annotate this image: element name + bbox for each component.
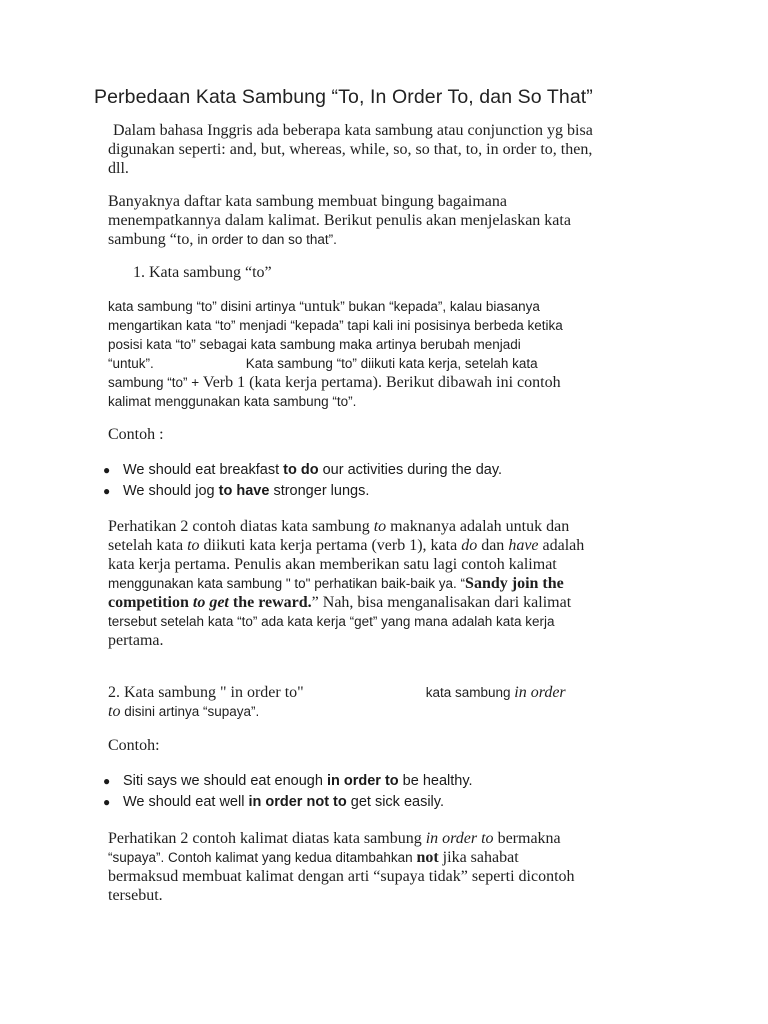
paragraph-5 [108, 829, 668, 905]
paragraph-4 [108, 517, 668, 650]
para5-line-1: Perhatikan 2 contoh kalimat diatas kata sambung in order to bermakna [108, 830, 561, 847]
intro-paragraph [108, 121, 668, 178]
paragraph-2 [108, 192, 668, 249]
bullet-icon: ● [103, 484, 111, 498]
para3-line-1: kata sambung “to” disini artinya “untuk” bukan “kepada”, kalau biasanya [108, 298, 540, 315]
example-label-2: Contoh: [108, 737, 160, 754]
para3-line-2: mengartikan kata “to” menjadi “kepada” tapi kali ini posisinya berbeda ketika [108, 318, 563, 333]
para4-line-5: competition to get the reward.” Nah, bisa menganalisakan dari kalimat [108, 594, 572, 611]
para2-line-3: sambung “to, in order to dan so that”. [108, 231, 337, 248]
para4-line-4: menggunakan kata sambung " to" perhatikan baik-baik ya. “Sandy join the [108, 575, 564, 592]
bullet-icon: ● [103, 463, 111, 477]
para4-line-3: kata kerja pertama. Penulis akan memberikan satu lagi contoh kalimat [108, 556, 557, 573]
para4-line-6: tersebut setelah kata “to” ada kata kerja “get” yang mana adalah kata kerja [108, 614, 555, 629]
list-item: ● Siti says we should eat enough in order to be healthy. [103, 773, 473, 789]
para2-line-1: Banyaknya daftar kata sambung membuat bingung bagaimana [108, 193, 507, 210]
bullet-icon: ● [103, 795, 111, 809]
section-heading-2: 2. Kata sambung " in order to" kata sambung in order to disini artinya “supaya”. [108, 684, 566, 720]
paragraph-3 [108, 297, 668, 411]
para4-line-2: setelah kata to diikuti kata kerja pertama (verb 1), kata do dan have adalah [108, 537, 585, 554]
para3-line-3: posisi kata “to” sebagai kata sambung maka artinya berubah menjadi [108, 337, 521, 352]
intro-line-3: dll. [108, 160, 129, 177]
section-heading-1: 1. Kata sambung “to” [133, 264, 272, 281]
para3-line-6: kalimat menggunakan kata sambung “to”. [108, 394, 357, 409]
para5-line-2: “supaya”. Contoh kalimat yang kedua ditambahkan not jika sahabat [108, 849, 519, 866]
para4-line-7: pertama. [108, 632, 164, 649]
para3-line-4: “untuk”. Kata sambung “to” diikuti kata kerja, setelah kata [108, 356, 538, 371]
intro-line-2: digunakan seperti: and, but, whereas, while, so, so that, to, in order to, then, [108, 141, 593, 158]
para2-line-2: menempatkannya dalam kalimat. Berikut penulis akan menjelaskan kata [108, 212, 571, 229]
bullet-icon: ● [103, 774, 111, 788]
para5-line-4: tersebut. [108, 887, 163, 904]
intro-line-1: Dalam bahasa Inggris ada beberapa kata sambung atau conjunction yg bisa [113, 122, 593, 139]
list-item: ● We should jog to have stronger lungs. [103, 483, 370, 499]
example-label-1: Contoh : [108, 426, 164, 443]
para5-line-3: bermaksud membuat kalimat dengan arti “supaya tidak” seperti dicontoh [108, 868, 575, 885]
para4-line-1: Perhatikan 2 contoh diatas kata sambung to maknanya adalah untuk dan [108, 518, 570, 535]
list-item: ● We should eat breakfast to do our activities during the day. [103, 462, 503, 478]
document-title: Perbedaan Kata Sambung “To, In Order To, dan So That” [94, 86, 593, 108]
list-item: ● We should eat well in order not to get sick easily. [103, 794, 444, 810]
para3-line-5: sambung “to” + Verb 1 (kata kerja pertama). Berikut dibawah ini contoh [108, 374, 561, 391]
